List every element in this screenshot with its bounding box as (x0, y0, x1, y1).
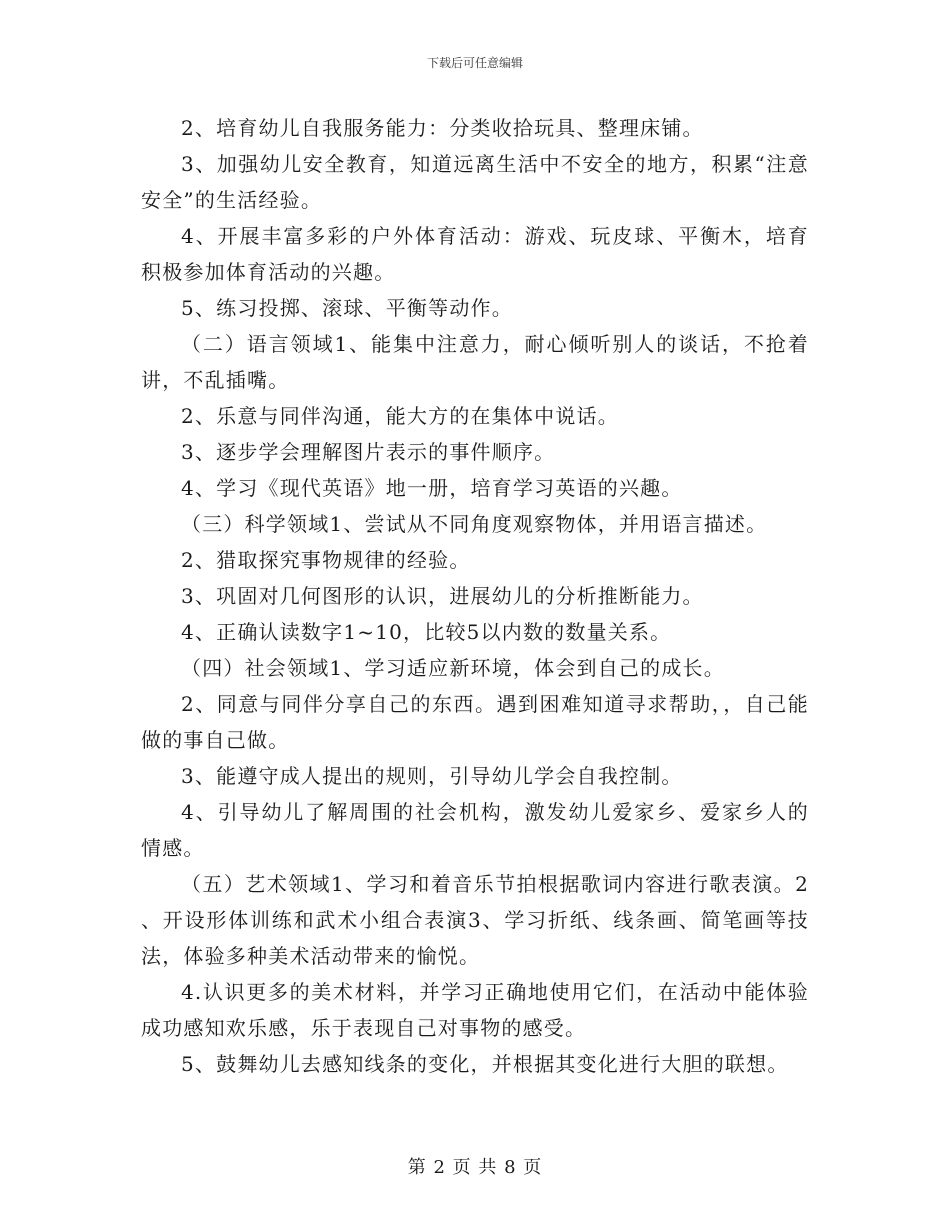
paragraph: 3、巩固对几何图形的认识，进展幼儿的分析推断能力。 (181, 584, 704, 608)
paragraph: （五）艺术领域1、学习和着音乐节拍根据歌词内容进行歌表演。2 、开设形体训练和武术小组合表演3、学习折纸、线条画、简笔画等技法，体验多种美术活动带来的愉悦。 (141, 872, 809, 968)
paragraph: 3、能遵守成人提出的规则，引导幼儿学会自我控制。 (181, 764, 683, 788)
paragraph: 4.认识更多的美术材料，并学习正确地使用它们，在活动中能体验成功感知欢乐感，乐于表现自己对事物的感受。 (141, 980, 809, 1040)
paragraph: （二）语言领域1、能集中注意力，耐心倾听别人的谈话，不抢着讲，不乱插嘴。 (141, 332, 809, 392)
paragraph: 4、开展丰富多彩的户外体育活动：游戏、玩皮球、平衡木，培育积极参加体育活动的兴趣。 (141, 224, 809, 284)
paragraph: 4、引导幼儿了解周围的社会机构，激发幼儿爱家乡、爱家乡人的情感。 (141, 800, 809, 860)
paragraph: 3、加强幼儿安全教育，知道远离生活中不安全的地方，积累“注意安全”的生活经验。 (141, 152, 809, 212)
paragraph: （四）社会领域1、学习适应新环境，体会到自己的成长。 (181, 656, 725, 680)
paragraph: 3、逐步学会理解图片表示的事件顺序。 (181, 440, 556, 464)
paragraph: 4、正确认读数字1~10，比较5以内数的数量关系。 (181, 620, 672, 644)
paragraph: 2、乐意与同伴沟通，能大方的在集体中说话。 (181, 404, 619, 428)
paragraph: 2、同意与同伴分享自己的东西。遇到困难知道寻求帮助，，自己能做的事自己做。 (141, 692, 809, 752)
header-note: 下载后可任意编辑 (426, 56, 523, 70)
paragraph: 2、猎取探究事物规律的经验。 (181, 548, 471, 572)
paragraph: 5、练习投掷、滚球、平衡等动作。 (181, 296, 513, 320)
page-number: 第 2 页 共 8 页 (407, 1157, 543, 1178)
paragraph: 4、学习《现代英语》地一册，培育学习英语的兴趣。 (181, 476, 683, 500)
document-body (141, 110, 809, 1082)
paragraph: （三）科学领域1、尝试从不同角度观察物体，并用语言描述。 (181, 512, 768, 536)
paragraph: 2、培育幼儿自我服务能力：分类收拾玩具、整理床铺。 (181, 116, 704, 140)
paragraph: 5、鼓舞幼儿去感知线条的变化，并根据其变化进行大胆的联想。 (181, 1052, 789, 1076)
